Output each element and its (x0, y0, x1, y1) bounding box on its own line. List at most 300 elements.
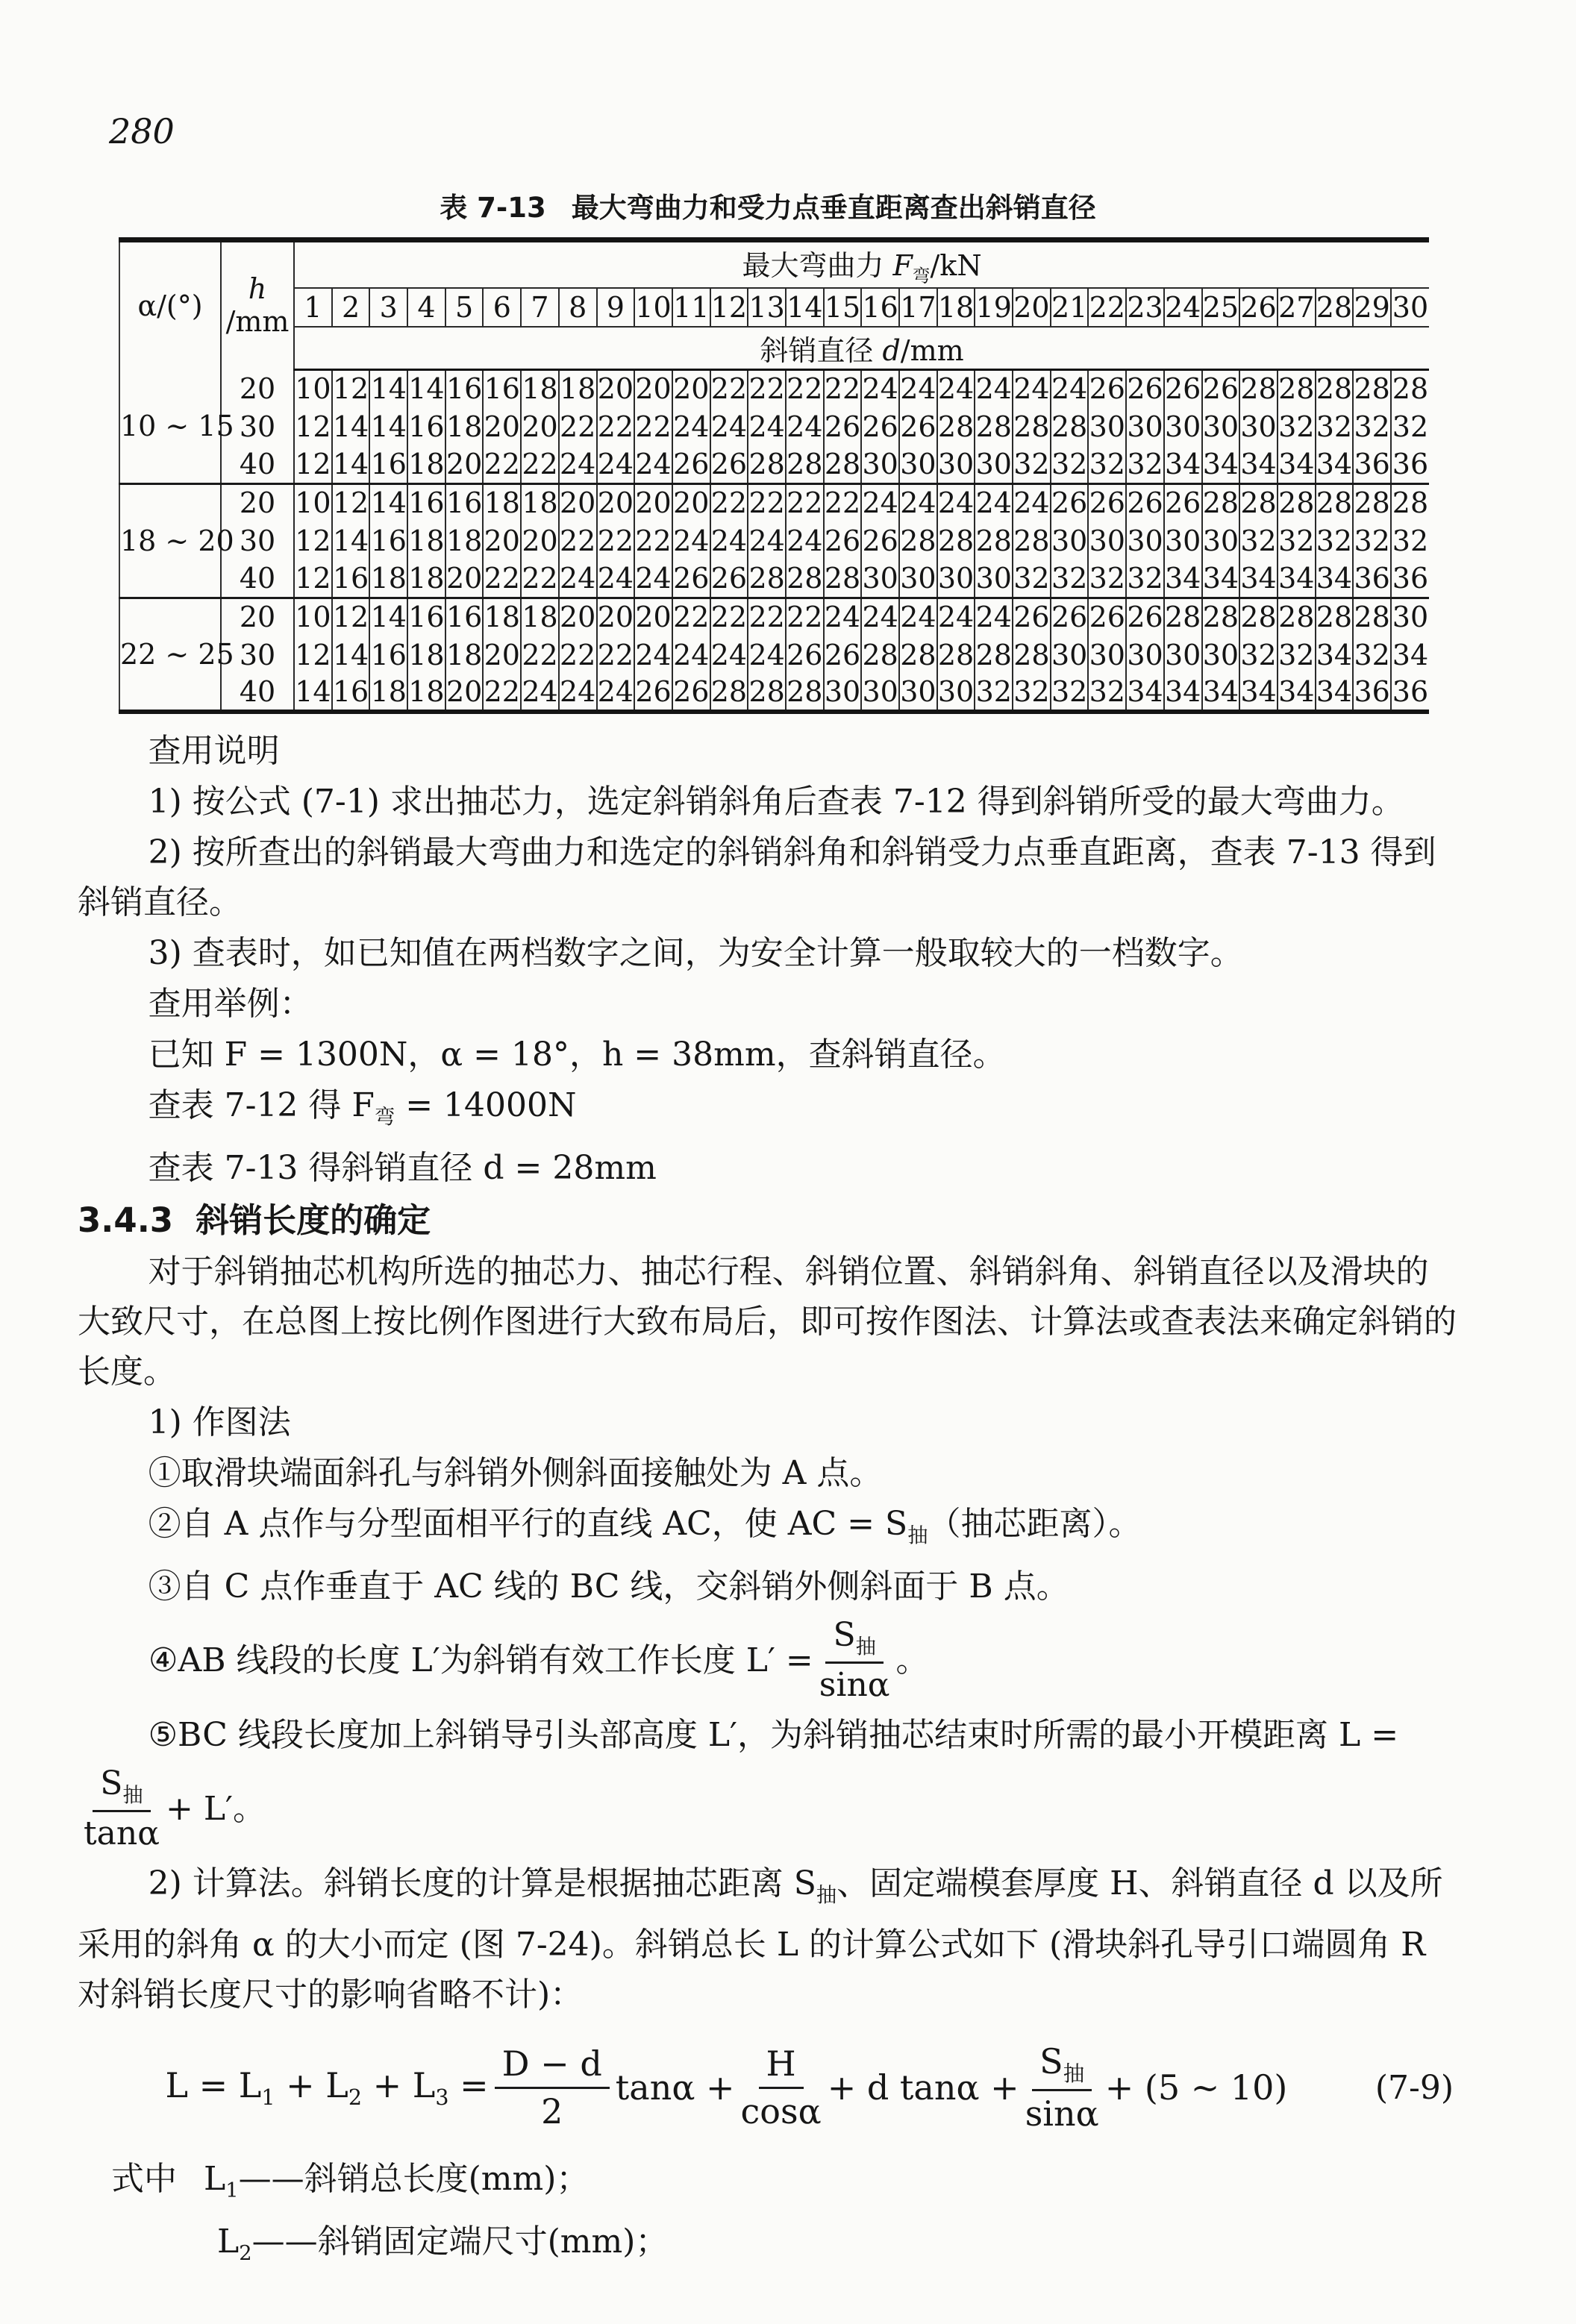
force-column-header: 3 (369, 288, 407, 327)
d-value-cell: 28 (1239, 369, 1278, 407)
table-row (119, 560, 1429, 598)
fraction-denominator: sinα (819, 1666, 890, 1705)
d-value-cell: 32 (1051, 560, 1089, 598)
d-value-cell: 28 (1278, 369, 1316, 407)
d-value-cell: 28 (937, 522, 975, 560)
d-value-cell: 32 (1278, 522, 1316, 560)
d-value-cell: 18 (369, 560, 407, 598)
d-value-cell: 24 (1051, 369, 1089, 407)
d-value-cell: 16 (407, 407, 445, 445)
d-value-cell: 14 (407, 369, 445, 407)
d-value-cell: 22 (483, 445, 521, 483)
diameter-header-label: 斜销直径 (760, 333, 883, 367)
d-value-cell: 14 (369, 483, 407, 522)
h-value-cell: 30 (221, 522, 294, 560)
d-value-cell: 30 (975, 445, 1013, 483)
d-value-cell: 36 (1392, 561, 1429, 595)
d-value-cell: 24 (634, 560, 672, 598)
d-value-cell: 16 (483, 369, 521, 407)
fraction-numerator: D − d (495, 2045, 610, 2089)
d-value-cell: 26 (672, 674, 710, 712)
d-value-cell: 32 (1353, 407, 1391, 445)
d-value-cell: 12 (294, 560, 332, 598)
d-value-cell: 14 (369, 369, 407, 407)
d-value-cell: 24 (597, 445, 635, 483)
force-symbol-sub: 弯 (912, 265, 931, 286)
d-value-cell: 32 (1088, 674, 1126, 712)
d-value-cell: 34 (1239, 445, 1278, 483)
d-value-cell: 18 (483, 483, 521, 522)
d-value-cell: 30 (937, 674, 975, 712)
force-column-header: 16 (861, 288, 899, 327)
force-column-header: 23 (1126, 288, 1164, 327)
d-value-cell: 22 (748, 483, 786, 522)
d-value-cell: 28 (1239, 598, 1278, 636)
step-5-suffix: + L′。 (165, 1790, 266, 1829)
fraction-numerator: $S_抽$ (93, 1766, 150, 1813)
d-value-cell: 16 (369, 522, 407, 560)
d-value-cell: 28 (1013, 522, 1051, 560)
fraction-numerator: H (759, 2045, 804, 2089)
diameter-header (294, 327, 1429, 370)
fraction-s-over-sina (819, 1617, 890, 1704)
d-value-cell: 12 (332, 369, 370, 407)
table-row (119, 483, 1429, 522)
d-value-cell: 14 (332, 445, 370, 483)
example-step-2: 查表 7-13 得斜销直径 d = 28mm (148, 1148, 657, 1187)
step-1: ①取滑块端面斜孔与斜销外侧斜面接触处为 A 点。 (148, 1453, 883, 1492)
d-value-cell: 20 (521, 522, 559, 560)
d-value-cell: 28 (1202, 598, 1240, 636)
d-value-cell: 28 (1353, 598, 1391, 636)
fraction-H-over-cosa (741, 2045, 822, 2130)
d-value-cell: 26 (710, 560, 748, 598)
table-row (119, 636, 1429, 674)
d-value-cell: 24 (748, 522, 786, 560)
d-value-cell: 34 (1164, 445, 1202, 483)
formula-op-3: + (5 ~ 10) (1104, 2067, 1288, 2108)
d-value-cell: 28 (1239, 483, 1278, 522)
d-value-cell: 32 (1088, 560, 1126, 598)
d-value-cell: 18 (445, 636, 484, 674)
force-column-header: 25 (1202, 288, 1240, 327)
d-value-cell: 14 (294, 674, 332, 712)
diameter-symbol: d (882, 333, 901, 367)
d-value-cell: 28 (1051, 407, 1089, 445)
d-value-cell: 24 (710, 636, 748, 674)
step-5-continued (78, 1761, 1458, 1858)
table-caption-label: 表 7-13 (440, 192, 546, 224)
force-column-header: 12 (710, 288, 748, 327)
d-value-cell: 28 (1278, 483, 1316, 522)
d-value-cell: 18 (521, 598, 559, 636)
d-value-cell: 28 (937, 636, 975, 674)
d-value-cell: 28 (824, 445, 862, 483)
d-value-cell: 10 (294, 598, 332, 636)
d-value-cell: 34 (1202, 445, 1240, 483)
step-3: ③自 C 点作垂直于 AC 线的 BC 线，交斜销外侧斜面于 B 点。 (148, 1567, 1069, 1606)
d-value-cell: 22 (521, 560, 559, 598)
d-value-cell: 22 (483, 560, 521, 598)
d-value-cell: 24 (937, 483, 975, 522)
d-value-cell: 22 (710, 598, 748, 636)
d-value-cell: 28 (786, 445, 824, 483)
d-value-cell: 22 (597, 522, 635, 560)
d-value-cell: 24 (937, 598, 975, 636)
section-intro: 对于斜销抽芯机构所选的抽芯力、抽芯行程、斜销位置、斜销斜角、斜销直径以及滑块的大致尺寸，在总图上按比例作图进行大致布局后，即可按作图法、计算法或查表法来确定斜销的长度。 (78, 1252, 1457, 1391)
d-value-cell: 24 (861, 598, 899, 636)
d-value-cell: 24 (975, 369, 1013, 407)
d-value-cell: 28 (1202, 483, 1240, 522)
d-value-cell: 26 (1126, 598, 1164, 636)
d-value-cell: 22 (559, 522, 597, 560)
d-value-cell: 24 (559, 445, 597, 483)
d-value-cell: 32 (1013, 560, 1051, 598)
d-value-cell: 16 (369, 445, 407, 483)
d-value-cell: 20 (483, 522, 521, 560)
d-value-cell: 34 (1316, 636, 1354, 674)
d-value-cell: 32 (1278, 407, 1316, 445)
formula-7-9 (78, 2032, 1458, 2143)
d-value-cell: 32 (1013, 674, 1051, 712)
d-value-cell: 22 (634, 407, 672, 445)
d-value-cell: 16 (332, 560, 370, 598)
d-value-cell: 22 (748, 369, 786, 407)
h-value-cell: 20 (221, 598, 294, 636)
d-value-cell: 26 (861, 522, 899, 560)
force-column-header: 2 (332, 288, 370, 327)
d-value-cell: 30 (1126, 636, 1164, 674)
page-number: 280 (109, 111, 175, 151)
d-value-cell: 18 (521, 483, 559, 522)
d-value-cell: 24 (710, 522, 748, 560)
d-value-cell: 36 (1392, 675, 1429, 709)
d-value-cell: 10 (294, 483, 332, 522)
step-4 (148, 1612, 1458, 1709)
d-value-cell: 30 (899, 560, 937, 598)
h-header (221, 240, 294, 370)
force-column-header: 1 (294, 288, 332, 327)
d-value-cell: 24 (975, 598, 1013, 636)
force-header (294, 240, 1429, 288)
table-header-row-1 (119, 240, 1429, 288)
force-column-header: 22 (1088, 288, 1126, 327)
d-value-cell: 28 (710, 674, 748, 712)
d-value-cell: 22 (824, 483, 862, 522)
d-value-cell: 18 (407, 522, 445, 560)
d-value-cell: 18 (407, 674, 445, 712)
d-value-cell: 18 (559, 369, 597, 407)
force-column-header: 17 (899, 288, 937, 327)
d-value-cell: 28 (1316, 598, 1354, 636)
fraction-D-d-over-2 (495, 2045, 610, 2130)
d-value-cell: 26 (1164, 369, 1202, 407)
d-value-cell: 28 (1392, 372, 1429, 406)
d-value-cell: 30 (1391, 598, 1429, 636)
alpha-range-cell: 10 ~ 15 (119, 369, 221, 483)
d-value-cell: 26 (1051, 483, 1089, 522)
alpha-header: α/(°) (119, 240, 221, 370)
d-value-cell: 20 (597, 369, 635, 407)
d-value-cell: 22 (786, 369, 824, 407)
force-column-header: 4 (407, 288, 445, 327)
d-value-cell: 26 (634, 674, 672, 712)
d-value-cell: 26 (1088, 598, 1126, 636)
d-value-cell: 20 (634, 483, 672, 522)
example-heading: 查用举例： (148, 985, 313, 1024)
d-value-cell: 12 (332, 598, 370, 636)
d-value-cell: 22 (786, 598, 824, 636)
d-value-cell: 20 (597, 483, 635, 522)
d-value-cell: 26 (672, 560, 710, 598)
force-column-header: 14 (786, 288, 824, 327)
d-value-cell: 24 (899, 369, 937, 407)
force-column-header: 26 (1239, 288, 1278, 327)
d-value-cell: 34 (1392, 638, 1429, 671)
d-value-cell: 30 (861, 560, 899, 598)
d-value-cell: 34 (1164, 674, 1202, 712)
example-given: 已知 F = 1300N，α = 18°，h = 38mm，查斜销直径。 (148, 1036, 1006, 1074)
h-value-cell: 20 (221, 369, 294, 407)
d-value-cell: 28 (748, 445, 786, 483)
d-value-cell: 24 (861, 369, 899, 407)
d-value-cell: 32 (1392, 524, 1429, 557)
d-value-cell: 30 (1239, 407, 1278, 445)
d-value-cell: 32 (1051, 674, 1089, 712)
d-value-cell: 30 (1051, 522, 1089, 560)
section-title: 斜销长度的确定 (196, 1200, 431, 1240)
d-value-cell: 26 (1051, 598, 1089, 636)
step-4-suffix: 。 (895, 1641, 929, 1680)
d-value-cell: 22 (521, 636, 559, 674)
d-value-cell: 30 (1164, 407, 1202, 445)
d-value-cell: 12 (332, 483, 370, 522)
d-value-cell: 28 (1391, 483, 1429, 522)
d-value-cell: 30 (861, 674, 899, 712)
table-row (119, 522, 1429, 560)
d-value-cell: 16 (445, 483, 484, 522)
force-column-header: 10 (634, 288, 672, 327)
d-value-cell: 26 (1164, 483, 1202, 522)
d-value-cell: 36 (1353, 560, 1391, 598)
notes-block (78, 726, 1458, 1193)
d-value-cell: 16 (407, 598, 445, 636)
d-value-cell: 22 (786, 483, 824, 522)
force-column-header: 9 (597, 288, 635, 327)
d-value-cell: 30 (1088, 407, 1126, 445)
d-value-cell: 24 (597, 674, 635, 712)
diameter-unit: /mm (900, 333, 964, 367)
d-value-cell: 22 (672, 598, 710, 636)
d-value-cell: 20 (483, 407, 521, 445)
table-caption-title: 最大弯曲力和受力点垂直距离查出斜销直径 (571, 192, 1096, 224)
d-value-cell: 22 (521, 445, 559, 483)
d-value-cell: 24 (634, 445, 672, 483)
d-value-cell: 14 (369, 407, 407, 445)
force-unit: /kN (930, 249, 982, 282)
d-value-cell: 24 (786, 407, 824, 445)
step-5: ⑤BC 线段长度加上斜销导引头部高度 L′，为斜销抽芯结束时所需的最小开模距离 L = (148, 1715, 1399, 1754)
h-unit: /mm (225, 305, 290, 339)
force-column-header: 29 (1353, 288, 1391, 327)
d-value-cell: 28 (1278, 598, 1316, 636)
d-value-cell: 32 (1392, 410, 1429, 443)
h-value-cell: 40 (221, 560, 294, 598)
d-value-cell: 24 (672, 407, 710, 445)
d-value-cell: 14 (332, 636, 370, 674)
d-value-cell: 20 (445, 674, 484, 712)
d-value-cell: 28 (937, 407, 975, 445)
formula-op-1: tanα + (615, 2067, 735, 2108)
fraction-s-over-tana (84, 1766, 160, 1852)
d-value-cell: 22 (634, 522, 672, 560)
d-value-cell: 36 (1353, 445, 1391, 483)
legend-line-1 (111, 2154, 1458, 2216)
d-value-cell: 24 (899, 598, 937, 636)
d-value-cell: 34 (1202, 674, 1240, 712)
d-value-cell: 10 (294, 369, 332, 407)
fraction-s-over-sina (1025, 2040, 1099, 2134)
step-2: ②自 A 点作与分型面相平行的直线 AC，使 AC = $S_抽$（抽芯距离）。 (148, 1504, 1142, 1547)
force-column-header: 18 (937, 288, 975, 327)
d-value-cell: 34 (1164, 560, 1202, 598)
d-value-cell: 20 (521, 407, 559, 445)
d-value-cell: 28 (975, 522, 1013, 560)
force-column-header: 11 (672, 288, 710, 327)
d-value-cell: 24 (559, 674, 597, 712)
note-item-1: 1) 按公式 (7-1) 求出抽芯力，选定斜销斜角后查表 7-12 得到斜销所受的最大弯曲力。 (148, 783, 1404, 821)
d-value-cell: 30 (1164, 636, 1202, 674)
d-value-cell: 16 (445, 369, 484, 407)
d-value-cell: 28 (748, 674, 786, 712)
d-value-cell: 12 (294, 445, 332, 483)
d-value-cell: 26 (899, 407, 937, 445)
force-column-header: 30 (1391, 288, 1429, 327)
d-value-cell: 32 (1239, 522, 1278, 560)
h-value-cell: 40 (221, 445, 294, 483)
d-value-cell: 26 (1202, 369, 1240, 407)
d-value-cell: 24 (710, 407, 748, 445)
d-value-cell: 14 (369, 598, 407, 636)
force-column-header: 13 (748, 288, 786, 327)
d-value-cell: 18 (369, 674, 407, 712)
d-value-cell: 16 (332, 674, 370, 712)
d-value-cell: 36 (1392, 447, 1429, 480)
d-value-cell: 28 (748, 560, 786, 598)
method1-heading: 1) 作图法 (148, 1403, 291, 1441)
d-value-cell: 20 (597, 598, 635, 636)
d-value-cell: 24 (597, 560, 635, 598)
legend-def-1: $L_1——$斜销总长度(mm)； (204, 2160, 590, 2203)
fraction-denominator: sinα (1025, 2093, 1099, 2134)
d-value-cell: 34 (1316, 560, 1354, 598)
example-step-1: 查表 7-12 得 $F_弯 = 14000N$ (148, 1086, 577, 1129)
d-value-cell: 26 (1088, 369, 1126, 407)
d-value-cell: 30 (1164, 522, 1202, 560)
d-value-cell: 32 (1316, 522, 1354, 560)
d-value-cell: 14 (332, 407, 370, 445)
d-value-cell: 26 (824, 407, 862, 445)
fraction-denominator: cosα (740, 2090, 822, 2132)
d-value-cell: 22 (710, 369, 748, 407)
d-value-cell: 26 (710, 445, 748, 483)
force-values-row (119, 288, 1429, 327)
force-column-header: 27 (1278, 288, 1316, 327)
d-value-cell: 36 (1353, 674, 1391, 712)
d-value-cell: 30 (1126, 522, 1164, 560)
d-value-cell: 32 (1051, 445, 1089, 483)
d-value-cell: 34 (1202, 560, 1240, 598)
d-value-cell: 20 (559, 598, 597, 636)
d-value-cell: 14 (332, 522, 370, 560)
d-value-cell: 32 (1353, 636, 1391, 674)
pin-diameter-table (119, 237, 1429, 714)
d-value-cell: 26 (1126, 369, 1164, 407)
d-value-cell: 30 (1126, 407, 1164, 445)
force-column-header: 28 (1316, 288, 1354, 327)
d-value-cell: 22 (824, 369, 862, 407)
force-column-header: 7 (521, 288, 559, 327)
d-value-cell: 28 (1164, 598, 1202, 636)
d-value-cell: 24 (1013, 369, 1051, 407)
d-value-cell: 32 (975, 674, 1013, 712)
force-column-header: 8 (559, 288, 597, 327)
d-value-cell: 20 (483, 636, 521, 674)
d-value-cell: 28 (1013, 407, 1051, 445)
d-value-cell: 16 (445, 598, 484, 636)
d-value-cell: 34 (1278, 674, 1316, 712)
force-column-header: 20 (1013, 288, 1051, 327)
section-heading (78, 1197, 1458, 1244)
force-column-header: 15 (824, 288, 862, 327)
d-value-cell: 26 (1088, 483, 1126, 522)
section-number: 3.4.3 (78, 1200, 174, 1240)
table-caption (78, 191, 1458, 225)
d-value-cell: 30 (1202, 636, 1240, 674)
d-value-cell: 28 (786, 560, 824, 598)
d-value-cell: 28 (786, 674, 824, 712)
table-row (119, 445, 1429, 483)
d-value-cell: 30 (975, 560, 1013, 598)
method2-paragraph: 2) 计算法。斜销长度的计算是根据抽芯距离 $S_抽$、固定端模套厚度 H、斜销直径 d 以及所采用的斜角 α 的大小而定 (图 7-24)。斜销总长 L 的计算公式如下 (滑块斜孔导引口端圆角 R 对斜销长度尺寸的影响省略不计)： (78, 1864, 1443, 2014)
d-value-cell: 24 (937, 369, 975, 407)
alpha-range-cell: 22 ~ 25 (119, 598, 221, 712)
d-value-cell: 30 (899, 445, 937, 483)
d-value-cell: 28 (1316, 369, 1354, 407)
d-value-cell: 28 (899, 522, 937, 560)
d-value-cell: 28 (824, 560, 862, 598)
d-value-cell: 28 (1316, 483, 1354, 522)
alpha-range-cell: 18 ~ 20 (119, 483, 221, 598)
d-value-cell: 18 (407, 560, 445, 598)
d-value-cell: 32 (1088, 445, 1126, 483)
d-value-cell: 30 (1202, 407, 1240, 445)
note-item-3: 3) 查表时，如已知值在两档数字之间，为安全计算一般取较大的一档数字。 (148, 934, 1243, 973)
d-value-cell: 34 (1278, 560, 1316, 598)
d-value-cell: 24 (634, 636, 672, 674)
d-value-cell: 28 (1353, 369, 1391, 407)
table-row (119, 674, 1429, 712)
d-value-cell: 20 (672, 483, 710, 522)
h-value-cell: 30 (221, 636, 294, 674)
d-value-cell: 26 (824, 636, 862, 674)
d-value-cell: 28 (1013, 636, 1051, 674)
d-value-cell: 22 (559, 407, 597, 445)
fraction-numerator: $S_抽$ (1032, 2043, 1092, 2092)
d-value-cell: 24 (899, 483, 937, 522)
table-row (119, 369, 1429, 407)
d-value-cell: 20 (672, 369, 710, 407)
